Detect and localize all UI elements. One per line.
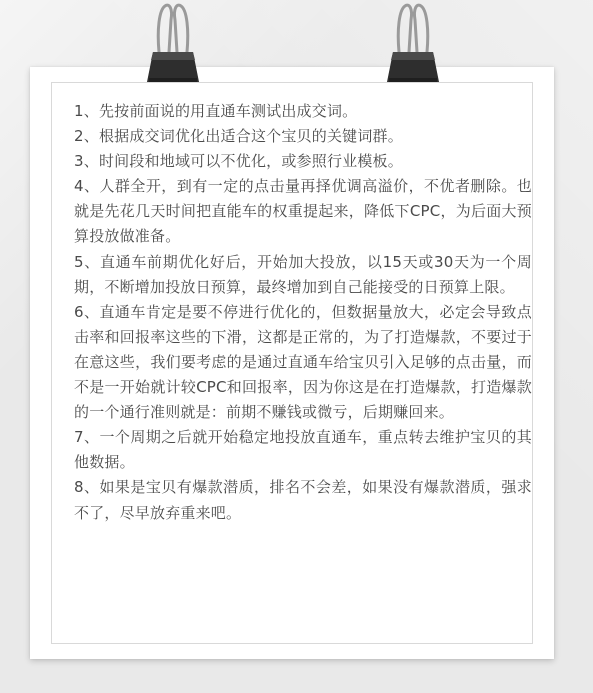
tip-item: 7、一个周期之后就开始稳定地投放直通车，重点转去维护宝贝的其他数据。 [74, 428, 532, 472]
note-card-border [51, 82, 533, 644]
binder-clip-icon [385, 0, 441, 84]
tip-item: 4、人群全开，到有一定的点击量再择优调高溢价，不优者删除。也就是先花几天时间把直能车的权重提起来，降低下CPC，为后面大预算投放做准备。 [74, 177, 532, 246]
binder-clip-icon [145, 0, 201, 84]
tip-item: 3、时间段和地域可以不优化，或参照行业模板。 [74, 152, 403, 171]
tip-item: 1、先按前面说的用直通车测试出成交词。 [74, 102, 358, 120]
tips-list [74, 99, 532, 526]
tip-item: 8、如果是宝贝有爆款潜质，排名不会差，如果没有爆款潜质，强求不了，尽早放弃重来吧。 [74, 478, 532, 522]
tip-item: 6、直通车肯定是要不停进行优化的，但数据量放大，必定会导致点击率和回报率这些的下滑，这都是正常的，为了打造爆款，不要过于在意这些，我们要考虑的是通过直通车给宝贝引入足够的点击量，而不是一开始就计较CPC和回报率，因为你这是在打造爆款，打造爆款的一个通行准则就是：前期不赚钱或微亏，后期赚回来。 [74, 302, 532, 422]
tip-item: 2、根据成交词优化出适合这个宝贝的关键词群。 [74, 127, 403, 146]
tip-item: 5、直通车前期优化好后，开始加大投放，以15天或30天为一个周期，不断增加投放日预算，最终增加到自己能接受的日预算上限。 [74, 252, 532, 296]
note-card [30, 67, 554, 659]
